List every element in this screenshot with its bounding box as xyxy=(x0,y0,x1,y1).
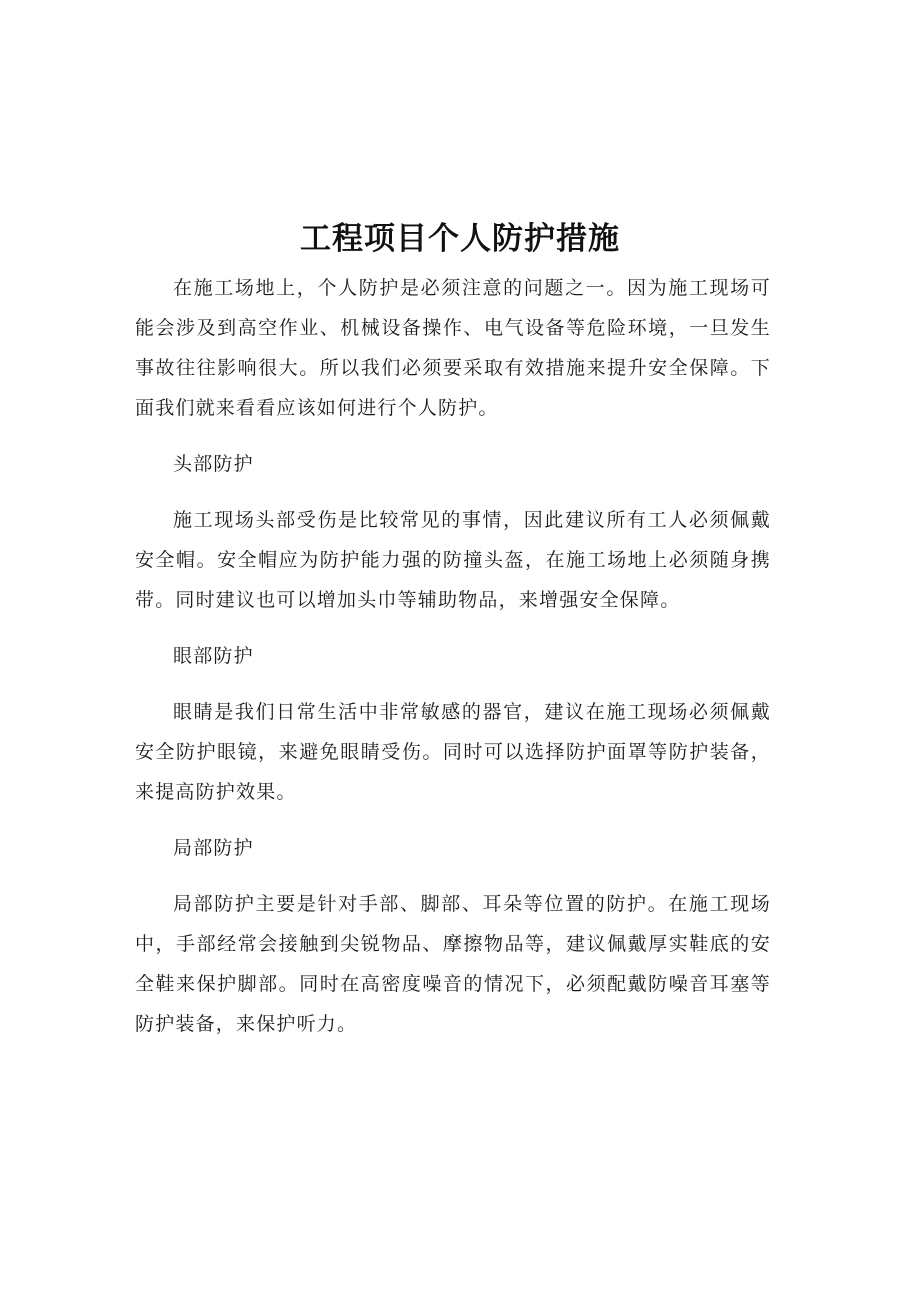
section-heading-eye-protection: 眼部防护 xyxy=(173,645,254,667)
section-heading-head-protection: 头部防护 xyxy=(173,453,254,475)
document-body xyxy=(135,268,771,1060)
section-paragraph-local-protection: 局部防护主要是针对手部、脚部、耳朵等位置的防护。在施工现场中，手部经常会接触到尖锐物品、摩擦物品等，建议佩戴厚实鞋底的安全鞋来保护脚部。同时在高密度噪音的情况下，必须配戴防噪音耳塞等防护装备，来保护听力。 xyxy=(135,893,771,1035)
section-paragraph-eye-protection: 眼睛是我们日常生活中非常敏感的器官，建议在施工现场必须佩戴安全防护眼镜，来避免眼睛受伤。同时可以选择防护面罩等防护装备，来提高防护效果。 xyxy=(135,701,771,803)
intro-paragraph: 在施工场地上，个人防护是必须注意的问题之一。因为施工现场可能会涉及到高空作业、机械设备操作、电气设备等危险环境，一旦发生事故往往影响很大。所以我们必须要采取有效措施来提升安全保障。下面我们就来看看应该如何进行个人防护。 xyxy=(135,277,771,419)
section-paragraph-head-protection: 施工现场头部受伤是比较常见的事情，因此建议所有工人必须佩戴安全帽。安全帽应为防护能力强的防撞头盔，在施工场地上必须随身携带。同时建议也可以增加头巾等辅助物品，来增强安全保障。 xyxy=(135,509,771,611)
document-title: 工程项目个人防护措施 xyxy=(300,221,620,257)
section-heading-local-protection: 局部防护 xyxy=(173,837,254,859)
